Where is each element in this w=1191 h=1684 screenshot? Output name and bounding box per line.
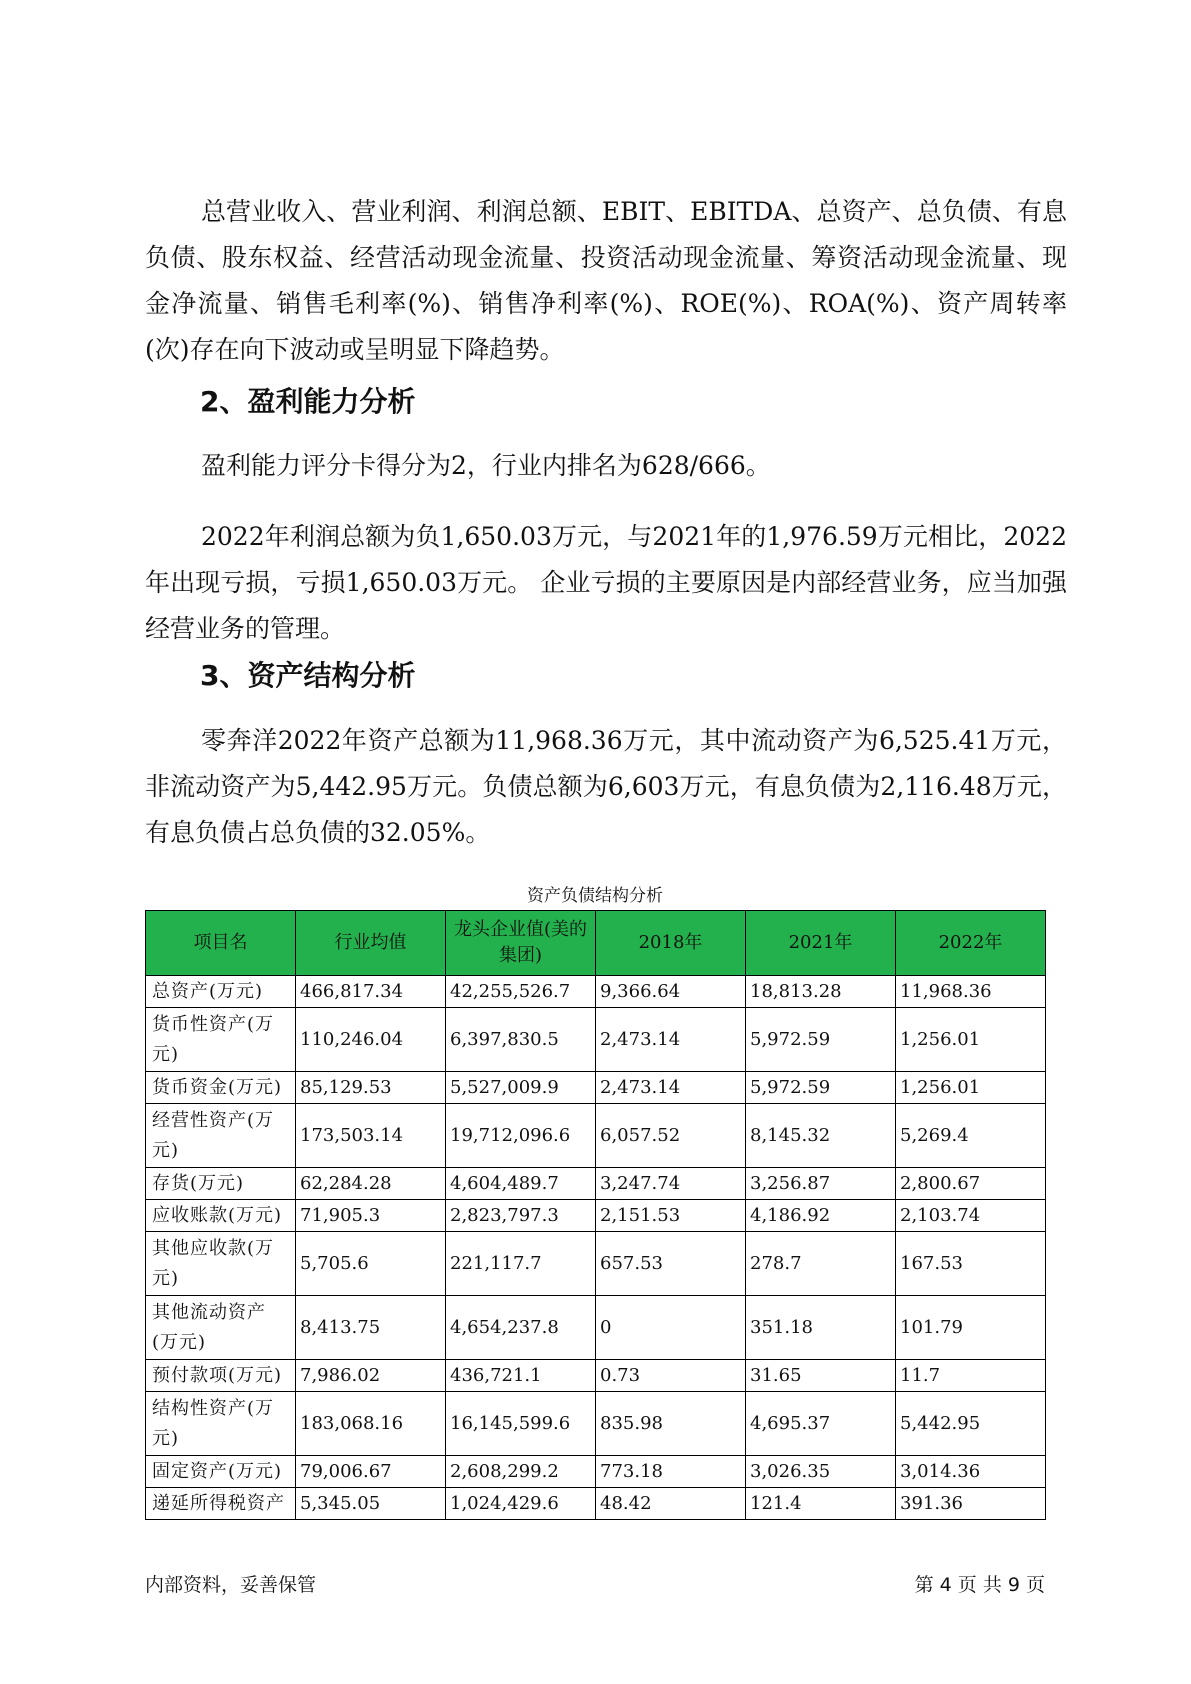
table-cell: 183,068.16 <box>296 1392 446 1456</box>
table-cell: 2,608,299.2 <box>446 1456 596 1488</box>
table-cell: 经营性资产(万元) <box>146 1104 296 1168</box>
table-cell: 5,345.05 <box>296 1488 446 1520</box>
table-cell: 应收账款(万元) <box>146 1200 296 1232</box>
table-cell: 167.53 <box>896 1232 1046 1296</box>
table-cell: 结构性资产(万元) <box>146 1392 296 1456</box>
table-cell: 2,103.74 <box>896 1200 1046 1232</box>
table-row <box>146 1392 1046 1456</box>
table-row <box>146 1232 1046 1296</box>
table-cell: 436,721.1 <box>446 1360 596 1392</box>
profit-analysis-paragraph: 2022年利润总额为负1,650.03万元，与2021年的1,976.59万元相比，2022年出现亏损，亏损1,650.03万元。 企业亏损的主要原因是内部经营业务，应当加强经营业务的管理。 <box>145 522 1067 643</box>
table-row <box>146 1296 1046 1360</box>
section-heading-asset-structure: 3、资产结构分析 <box>200 659 416 692</box>
declining-metrics-paragraph: 总营业收入、营业利润、利润总额、EBIT、EBITDA、总资产、总负债、有息负债、股东权益、经营活动现金流量、投资活动现金流量、筹资活动现金流量、现金净流量、销售毛利率(%)、销售净利率(%)、ROE(%)、ROA(%)、资产周转率(次)存在向下波动或呈明显下降趋势。 <box>145 197 1067 364</box>
table-cell: 110,246.04 <box>296 1008 446 1072</box>
table-cell: 2,823,797.3 <box>446 1200 596 1232</box>
table-cell: 4,695.37 <box>746 1392 896 1456</box>
table-cell: 3,026.35 <box>746 1456 896 1488</box>
table-cell: 62,284.28 <box>296 1168 446 1200</box>
table-cell: 42,255,526.7 <box>446 976 596 1008</box>
table-cell: 3,014.36 <box>896 1456 1046 1488</box>
table-row <box>146 1200 1046 1232</box>
table-cell: 货币性资产(万元) <box>146 1008 296 1072</box>
footer-confidential-note: 内部资料，妥善保管 <box>145 1574 317 1596</box>
table-cell: 8,413.75 <box>296 1296 446 1360</box>
column-header: 2018年 <box>596 911 746 976</box>
table-cell: 2,473.14 <box>596 1008 746 1072</box>
balance-structure-table <box>145 910 1046 1520</box>
table-row <box>146 1168 1046 1200</box>
table-row <box>146 976 1046 1008</box>
table-cell: 预付款项(万元) <box>146 1360 296 1392</box>
table-cell: 466,817.34 <box>296 976 446 1008</box>
column-header: 项目名 <box>146 911 296 976</box>
table-header-row <box>146 911 1046 976</box>
table-cell: 8,145.32 <box>746 1104 896 1168</box>
table-cell: 173,503.14 <box>296 1104 446 1168</box>
table-cell: 19,712,096.6 <box>446 1104 596 1168</box>
table-cell: 1,256.01 <box>896 1008 1046 1072</box>
table-cell: 3,256.87 <box>746 1168 896 1200</box>
column-header: 2022年 <box>896 911 1046 976</box>
table-cell: 31.65 <box>746 1360 896 1392</box>
table-cell: 121.4 <box>746 1488 896 1520</box>
table-caption: 资产负债结构分析 <box>527 886 663 906</box>
table-cell: 4,654,237.8 <box>446 1296 596 1360</box>
table-cell: 5,705.6 <box>296 1232 446 1296</box>
table-cell: 0.73 <box>596 1360 746 1392</box>
table-cell: 5,972.59 <box>746 1008 896 1072</box>
footer-page-number: 第 4 页 共 9 页 <box>914 1574 1045 1596</box>
table-cell: 6,057.52 <box>596 1104 746 1168</box>
table-cell: 2,800.67 <box>896 1168 1046 1200</box>
table-cell: 其他流动资产(万元) <box>146 1296 296 1360</box>
table-cell: 391.36 <box>896 1488 1046 1520</box>
table-cell: 4,186.92 <box>746 1200 896 1232</box>
table-cell: 835.98 <box>596 1392 746 1456</box>
table-cell: 11.7 <box>896 1360 1046 1392</box>
table-cell: 货币资金(万元) <box>146 1072 296 1104</box>
table-cell: 3,247.74 <box>596 1168 746 1200</box>
table-cell: 递延所得税资产 <box>146 1488 296 1520</box>
table-row <box>146 1456 1046 1488</box>
table-row <box>146 1008 1046 1072</box>
table-cell: 5,442.95 <box>896 1392 1046 1456</box>
column-header: 龙头企业值(美的集团) <box>446 911 596 976</box>
table-cell: 1,024,429.6 <box>446 1488 596 1520</box>
profitability-score-paragraph: 盈利能力评分卡得分为2，行业内排名为628/666。 <box>201 451 771 480</box>
table-row <box>146 1488 1046 1520</box>
table-cell: 2,473.14 <box>596 1072 746 1104</box>
table-row <box>146 1072 1046 1104</box>
table-cell: 773.18 <box>596 1456 746 1488</box>
table-cell: 351.18 <box>746 1296 896 1360</box>
table-cell: 存货(万元) <box>146 1168 296 1200</box>
table-cell: 0 <box>596 1296 746 1360</box>
table-cell: 71,905.3 <box>296 1200 446 1232</box>
table-cell: 固定资产(万元) <box>146 1456 296 1488</box>
table-row <box>146 1360 1046 1392</box>
table-cell: 278.7 <box>746 1232 896 1296</box>
section-heading-profitability: 2、盈利能力分析 <box>200 385 416 418</box>
table-cell: 5,972.59 <box>746 1072 896 1104</box>
table-cell: 9,366.64 <box>596 976 746 1008</box>
column-header: 2021年 <box>746 911 896 976</box>
table-cell: 48.42 <box>596 1488 746 1520</box>
table-cell: 85,129.53 <box>296 1072 446 1104</box>
asset-structure-paragraph: 零奔洋2022年资产总额为11,968.36万元，其中流动资产为6,525.41万元，非流动资产为5,442.95万元。负债总额为6,603万元，有息负债为2,116.48万元，有息负债占总负债的32.05%。 <box>145 726 1067 847</box>
table-cell: 总资产(万元) <box>146 976 296 1008</box>
table-cell: 7,986.02 <box>296 1360 446 1392</box>
table-cell: 101.79 <box>896 1296 1046 1360</box>
table-cell: 18,813.28 <box>746 976 896 1008</box>
table-row <box>146 1104 1046 1168</box>
table-cell: 5,527,009.9 <box>446 1072 596 1104</box>
table-cell: 79,006.67 <box>296 1456 446 1488</box>
table-cell: 11,968.36 <box>896 976 1046 1008</box>
table-cell: 1,256.01 <box>896 1072 1046 1104</box>
table-cell: 其他应收款(万元) <box>146 1232 296 1296</box>
table-cell: 4,604,489.7 <box>446 1168 596 1200</box>
table-cell: 16,145,599.6 <box>446 1392 596 1456</box>
column-header: 行业均值 <box>296 911 446 976</box>
table-cell: 5,269.4 <box>896 1104 1046 1168</box>
table-cell: 6,397,830.5 <box>446 1008 596 1072</box>
table-cell: 221,117.7 <box>446 1232 596 1296</box>
table-cell: 657.53 <box>596 1232 746 1296</box>
table-cell: 2,151.53 <box>596 1200 746 1232</box>
